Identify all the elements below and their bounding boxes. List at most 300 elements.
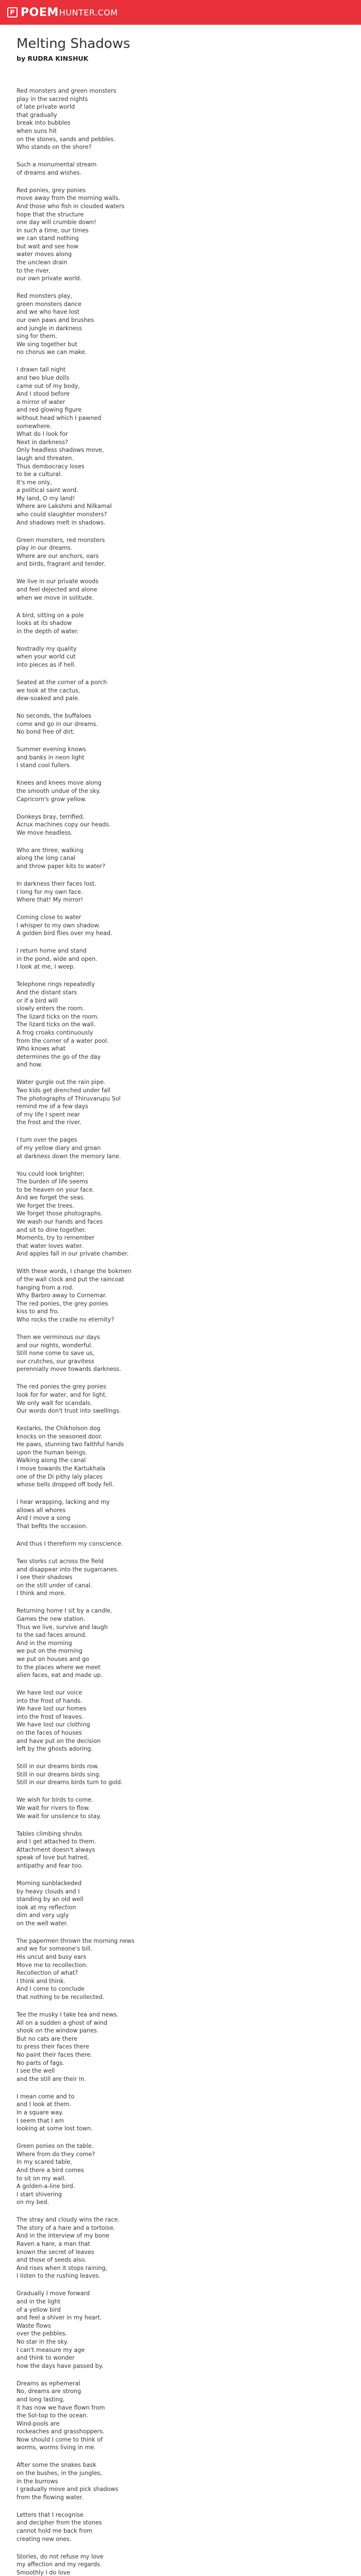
poem-line: and our nights, wonderful. xyxy=(17,1342,93,1349)
poem-line: of the wall clock and put the raincoat xyxy=(17,1276,124,1283)
poem-line: and how. xyxy=(17,1061,43,1069)
poem-line: Red monsters and green monsters xyxy=(17,88,117,94)
poem-stanza xyxy=(17,578,344,602)
poem-line: I listen to the rushing leaves. xyxy=(17,2273,101,2280)
poem-line: and we who have lost xyxy=(17,309,80,316)
poem-line: and sit to dine together. xyxy=(17,1226,86,1233)
poem-line: Where that! My mirror! xyxy=(17,896,84,904)
poem-line: we look at the cactus, xyxy=(17,687,80,694)
poem-line: who could slaughter monsters? xyxy=(17,511,107,518)
poem-line: My land, O my land! xyxy=(17,495,75,502)
poem-line: and we for someone's bill. xyxy=(17,1945,92,1953)
poem-stanza xyxy=(17,880,344,904)
poem-line: Summer evening knows xyxy=(17,746,86,753)
poem-line: Acrux machines copy our heads. xyxy=(17,821,111,828)
poem-line: move away from the morning walls. xyxy=(17,195,121,202)
poem-line: I mean come and to xyxy=(17,2093,75,2100)
poem-line: Red ponies, grey ponies xyxy=(17,187,86,194)
poem-line: cannot hold me back from xyxy=(17,2528,93,2535)
poem-byline[interactable]: by RUDRA KINSHUK xyxy=(17,55,89,62)
poem-line: Still none come to save us, xyxy=(17,1350,95,1357)
poem-stanza xyxy=(17,2461,344,2501)
poem-line: I start shivering xyxy=(17,2191,62,2198)
poem-line: remind me of a few days xyxy=(17,1103,89,1110)
poem-line: left by the ghosts adoring. xyxy=(17,1745,93,1753)
poem-line: that gradually xyxy=(17,111,57,118)
poem-line: that nothing to be recollected. xyxy=(17,1994,105,2001)
poem-line: We have lost our voice xyxy=(17,1689,83,1697)
poem-line: We wait for rivers to flow. xyxy=(17,1805,90,1811)
poem-line: sing for them. xyxy=(17,333,57,340)
poem-body xyxy=(17,87,344,2576)
poem-title: Melting Shadows xyxy=(17,36,130,52)
poem-line: it has now we have flown from xyxy=(17,2404,105,2411)
poem-logo-icon: P xyxy=(7,7,18,18)
poem-line: In my scared table, xyxy=(17,2159,72,2166)
poem-line: Only headless shadows move, xyxy=(17,447,104,454)
poem-line: No star in the sky. xyxy=(17,2338,69,2345)
poem-line: The story of a hare and a tortoise. xyxy=(17,2224,116,2231)
poem-line: along the long canal xyxy=(17,855,76,862)
poem-line: He paws, stunning two faithful hands xyxy=(17,1441,124,1448)
poem-line: but wait and see how xyxy=(17,243,79,250)
poem-stanza xyxy=(17,980,344,1069)
poem-line: And I stood before xyxy=(17,391,70,398)
poem-line: that water loves water. xyxy=(17,1242,83,1249)
poem-line: of dreams and wishes. xyxy=(17,169,81,176)
poem-line: we put on the morning xyxy=(17,1648,83,1655)
poem-line: shook on the window panes. xyxy=(17,2027,99,2035)
poem-stanza xyxy=(17,1879,344,1928)
poem-line: Tables climbing shrubs xyxy=(17,1830,83,1837)
poem-line: Donkeys bray, terrified. xyxy=(17,813,85,820)
poem-line: We move headless. xyxy=(17,829,73,836)
poem-line: and I look at them. xyxy=(17,2101,71,2108)
poem-stanza xyxy=(17,161,344,177)
poem-line: look at my reflection xyxy=(17,1904,76,1911)
poem-line: from the corner of a water pool. xyxy=(17,1037,109,1044)
poem-stanza xyxy=(17,1170,344,1259)
poem-stanza xyxy=(17,1762,344,1787)
poem-line: into the frost of leaves. xyxy=(17,1713,84,1720)
poem-line: dim and very ugly xyxy=(17,1912,69,1919)
poem-line: in the depth of water. xyxy=(17,628,79,635)
poem-stanza xyxy=(17,2093,344,2133)
poem-line: Recollection of what? xyxy=(17,1970,78,1977)
poem-line: What do I look for xyxy=(17,431,68,438)
poem-line: standing by an old well xyxy=(17,1896,84,1903)
poem-line: antipathy and fear too. xyxy=(17,1862,83,1869)
poem-stanza xyxy=(17,612,344,636)
poem-line: and long lasting, xyxy=(17,2396,65,2403)
poem-line: Next in darkness? xyxy=(17,438,68,446)
poem-line: We live in our private woods xyxy=(17,578,99,585)
poem-stanza xyxy=(17,87,344,151)
poem-line: I drawn tall night xyxy=(17,366,66,374)
poem-line: Our words don't trust into swellings. xyxy=(17,1408,121,1415)
poem-line: on the bushes, in the jungles, xyxy=(17,2470,102,2477)
poem-line: to press their faces there xyxy=(17,2043,89,2050)
poem-line: Still in our dreams birds turn to gold. xyxy=(17,1779,123,1786)
poem-line: We wish for birds to come. xyxy=(17,1797,93,1804)
poem-line: and I get attached to them. xyxy=(17,1838,96,1845)
poem-line: when your world cut xyxy=(17,653,76,660)
poem-line: I think and more. xyxy=(17,1590,66,1597)
poem-line: In darkness their faces lost. xyxy=(17,880,96,887)
poem-stanza xyxy=(17,2553,344,2576)
poem-stanza xyxy=(17,2511,344,2543)
poem-line: and feel a shiver in my heart. xyxy=(17,2314,102,2321)
poem-line: All on a sudden a ghost of wind xyxy=(17,2019,107,2026)
poem-line: Seated at the corner of a porch xyxy=(17,679,107,686)
poem-line: Games the new station. xyxy=(17,1615,86,1622)
poem-line: Red monsters play, xyxy=(17,293,72,300)
poem-line: And apples fall in our private chamber. xyxy=(17,1250,129,1258)
poem-line: Raven a hare, a man that xyxy=(17,2241,90,2248)
poem-line: to the river, xyxy=(17,267,51,274)
logo-text: POEM xyxy=(21,6,59,19)
poem-line: and those of seeds also. xyxy=(17,2257,87,2264)
poem-line: from the flowing water. xyxy=(17,2494,84,2501)
poem-line: and red glowing figure xyxy=(17,406,82,414)
poem-line: over the pebbles. xyxy=(17,2330,67,2337)
poem-line: Still in our dreams birds sing. xyxy=(17,1771,101,1778)
poem-line: Thus we live, survive and laugh xyxy=(17,1623,108,1631)
poem-stanza xyxy=(17,679,344,703)
poem-line: on the well water. xyxy=(17,1920,68,1927)
poem-line: looking at some lost town. xyxy=(17,2125,93,2132)
poem-stanza xyxy=(17,187,344,283)
poem-stanza xyxy=(17,813,344,837)
poem-line: our own paws and brushes xyxy=(17,317,94,324)
poem-line: We only wait for scandals. xyxy=(17,1399,92,1406)
poem-line: and two blue dolls xyxy=(17,374,70,381)
poem-line: Returning home I sit by a candle. xyxy=(17,1607,112,1615)
poem-line: And I move a song xyxy=(17,1515,71,1522)
poem-stanza xyxy=(17,1136,344,1160)
poem-line: one of the Di pithy laly places xyxy=(17,1473,103,1480)
poem-stanza xyxy=(17,645,344,669)
poem-line: The red ponies, the grey ponies xyxy=(17,1300,108,1307)
poem-line: Dreams as ephemeral xyxy=(17,2380,80,2387)
poem-line: we put on houses and go xyxy=(17,1655,89,1663)
poem-line: A golden bird flies over my head. xyxy=(17,930,112,937)
poem-line: laugh and threaten. xyxy=(17,454,74,462)
poem-line: In a square way. xyxy=(17,2109,63,2116)
poem-line: In such a time, our times xyxy=(17,227,89,234)
poem-line: by heavy clouds and I xyxy=(17,1888,80,1895)
poem-line: rockeaches and grasshoppers. xyxy=(17,2428,105,2435)
poem-line: With these words, I change the bokmen xyxy=(17,1268,132,1275)
poem-line: Morning sunblackeded xyxy=(17,1879,82,1887)
poem-line: We wait for unsilence to stay. xyxy=(17,1812,102,1820)
poem-line: After some the snakes bask xyxy=(17,2462,96,2469)
poem-line: to the sad faces around. xyxy=(17,1632,87,1639)
poem-line: water moves along xyxy=(17,251,72,258)
poem-line: without head which I pawned xyxy=(17,414,102,421)
poem-line: determines the go of the day xyxy=(17,1053,101,1060)
poem-line: of a yellow bird xyxy=(17,2306,61,2313)
poem-line: on the still under of canal. xyxy=(17,1582,92,1589)
poem-line: And there a bird comes xyxy=(17,2166,84,2174)
poem-stanza xyxy=(17,1557,344,1598)
poem-line: into pieces as if hell. xyxy=(17,661,76,668)
poem-line: And the distant stars xyxy=(17,989,77,996)
poem-line: perennially move towards darkness. xyxy=(17,1366,121,1373)
poem-line: come and go in our dreams. xyxy=(17,720,98,727)
site-logo[interactable] xyxy=(7,6,118,19)
poem-line: and in the light xyxy=(17,2298,61,2305)
poem-line: Who rocks the cradle no eternity? xyxy=(17,1316,114,1323)
poem-line: And in the interview of my bone xyxy=(17,2232,109,2240)
poem-line: Letters that I recognise xyxy=(17,2511,84,2518)
poem-line: The lizard ticks on the wall. xyxy=(17,1021,96,1028)
poem-line: Two storks cut across the field xyxy=(17,1558,104,1565)
poem-line: No bond free of dirt. xyxy=(17,728,75,736)
poem-line: speak of love but hatred, xyxy=(17,1854,89,1861)
poem-line: a political saint word. xyxy=(17,487,78,494)
poem-line: A bird, sitting on a pole xyxy=(17,612,84,619)
poem-line: Stories, do not refuse my love xyxy=(17,2553,104,2560)
poem-line: and feel dejected and alone xyxy=(17,586,97,593)
poem-line: Kestarks, the Chikholson dog xyxy=(17,1425,101,1432)
poem-stanza xyxy=(17,846,344,871)
poem-line: But no cats are there xyxy=(17,2035,78,2042)
poem-stanza xyxy=(17,1937,344,2002)
poem-line: The burden of life seems xyxy=(17,1178,88,1185)
poem-line: I move towards the Kartukhala xyxy=(17,1465,106,1472)
poem-stanza xyxy=(17,1607,344,1679)
poem-line: No parts of fags. xyxy=(17,2059,64,2066)
poem-line: No seconds, the buffaloes xyxy=(17,713,91,720)
poem-line: look for for water, and for light. xyxy=(17,1391,107,1398)
poem-line: Who are three, walking xyxy=(17,846,84,854)
poem-line: Gradually I move forward xyxy=(17,2290,90,2297)
poem-line: on the faces of houses xyxy=(17,1730,82,1737)
poem-line: And we forget the seas. xyxy=(17,1194,85,1201)
poem-stanza xyxy=(17,1267,344,1324)
poem-line: I long for my own face. xyxy=(17,888,83,895)
poem-line: Who stands on the shore? xyxy=(17,144,92,151)
poem-line: And in the morning xyxy=(17,1639,72,1647)
poem-stanza xyxy=(17,1830,344,1870)
poem-line: whose bells dropped off body fell. xyxy=(17,1481,114,1488)
logo-subtext: HUNTER.COM xyxy=(59,7,118,18)
poem-line: a mirror of water xyxy=(17,398,65,405)
poem-line: A golden-a-line bird. xyxy=(17,2183,75,2190)
poem-line: A frog croaks continuously xyxy=(17,1029,93,1037)
poem-stanza xyxy=(17,2011,344,2083)
poem-line: We have lost our clothing xyxy=(17,1721,90,1728)
site-header xyxy=(0,0,361,25)
poem-line: That befits the occasion. xyxy=(17,1523,88,1530)
poem-content xyxy=(0,25,361,2576)
poem-line: and the still are their in. xyxy=(17,2075,86,2082)
poem-line: Knees and knees move along xyxy=(17,779,102,787)
poem-stanza xyxy=(17,1498,344,1530)
poem-line: His uncut and busy ears xyxy=(17,1954,87,1961)
poem-line: Walking along the canal xyxy=(17,1457,86,1464)
poem-line: how the days have passed by. xyxy=(17,2362,104,2369)
poem-line: Where are our anchors, oars xyxy=(17,552,99,560)
poem-line: the Sol-top to the ocean. xyxy=(17,2412,88,2419)
poem-line: and think to wonder xyxy=(17,2354,75,2362)
poem-line: the frost and the river. xyxy=(17,1119,81,1126)
poem-line: I see the well xyxy=(17,2067,55,2075)
poem-line: when suns hit xyxy=(17,127,57,134)
poem-line: hanging from a rod. xyxy=(17,1284,74,1291)
poem-stanza xyxy=(17,1540,344,1548)
poem-line: Capricorn's grow yellow. xyxy=(17,795,87,803)
poem-line: somewhere. xyxy=(17,422,52,430)
poem-line: our own private world. xyxy=(17,275,82,282)
poem-stanza xyxy=(17,1425,344,1489)
poem-line: Where from do they come? xyxy=(17,2150,95,2158)
poem-line: Green ponies on the table. xyxy=(17,2143,94,2150)
poem-line: And I come to conclude xyxy=(17,1986,85,1993)
poem-line: We forget the trees. xyxy=(17,1202,74,1209)
poem-line: Smoothly I do love xyxy=(17,2569,71,2576)
poem-line: to be heaven on your face. xyxy=(17,1186,94,1193)
poem-stanza xyxy=(17,1689,344,1753)
poem-line: Nostradly my quality xyxy=(17,645,77,652)
poem-stanza xyxy=(17,366,344,527)
poem-line: I hear wrapping, lacking and my xyxy=(17,1499,110,1506)
poem-stanza xyxy=(17,1333,344,1374)
poem-stanza xyxy=(17,913,344,938)
poem-line: Now should I come to think of xyxy=(17,2436,103,2443)
poem-stanza xyxy=(17,2142,344,2207)
poem-line: And those who fish in clouded waters xyxy=(17,202,125,210)
poem-stanza xyxy=(17,779,344,803)
poem-line: allows all whores xyxy=(17,1506,66,1514)
poem-line: into the frost of hands. xyxy=(17,1697,83,1704)
poem-line: The red ponies the grey ponies xyxy=(17,1383,106,1391)
poem-line: on my bed. xyxy=(17,2199,50,2206)
poem-line: looks at its shadow xyxy=(17,620,72,627)
poem-line: I see their shadows xyxy=(17,1574,73,1581)
poem-stanza xyxy=(17,712,344,736)
poem-line: And shadows melt in shadows. xyxy=(17,519,106,526)
poem-line: creating new ones. xyxy=(17,2535,72,2543)
poem-line: I stand cool fullers. xyxy=(17,762,72,769)
poem-line: I turn over the pages xyxy=(17,1137,77,1144)
poem-line: came out of my body, xyxy=(17,382,80,389)
poem-line: I seem that I am xyxy=(17,2117,64,2124)
poem-line: The papermen thrown the morning news xyxy=(17,1937,135,1944)
poem-line: we can stand nothing xyxy=(17,235,79,242)
poem-line: to be a cultural. xyxy=(17,471,62,478)
poem-line: The stray and cloudy wins the race. xyxy=(17,2216,120,2224)
poem-line: I look at me, I weep. xyxy=(17,963,75,971)
poem-line: or if a bird will xyxy=(17,997,58,1004)
poem-line: alien faces, eat and made up. xyxy=(17,1672,103,1679)
poem-line: Telephone rings repeatedly xyxy=(17,981,95,988)
poem-stanza xyxy=(17,745,344,770)
poem-line: green monsters dance xyxy=(17,300,81,308)
poem-line: Why Barbro away to Cornemar. xyxy=(17,1292,107,1299)
poem-line: and birds, fragrant and tender. xyxy=(17,561,106,568)
poem-line: one day will crumble down! xyxy=(17,219,96,226)
poem-line: of my yellow diary and groan xyxy=(17,1144,101,1151)
poem-stanza xyxy=(17,2216,344,2280)
poem-line: And thus I thereform my conscience. xyxy=(17,1540,123,1548)
poem-line: hope that the structure xyxy=(17,211,84,218)
poem-line: We sing together but xyxy=(17,341,77,348)
poem-line: It's me only, xyxy=(17,479,52,486)
poem-line: in the pond, wide and open. xyxy=(17,955,97,962)
poem-stanza xyxy=(17,1796,344,1820)
poem-line: kiss to and fro. xyxy=(17,1308,59,1315)
poem-line: to the places where we meet xyxy=(17,1664,101,1671)
poem-stanza xyxy=(17,2380,344,2452)
poem-line: I think and think. xyxy=(17,1977,65,1985)
poem-line: our crutches, our gravitess xyxy=(17,1358,94,1365)
poem-line: Green monsters, red monsters xyxy=(17,536,105,544)
poem-line: You could look brighter; xyxy=(17,1170,85,1177)
poem-line: slowly enters the room. xyxy=(17,1005,85,1012)
poem-stanza xyxy=(17,2290,344,2370)
poem-line: at darkness down the memory lane. xyxy=(17,1153,121,1160)
poem-line: of my life I spent near xyxy=(17,1111,80,1118)
poem-line: Then we verminous our days xyxy=(17,1333,100,1341)
poem-line: Who knows what xyxy=(17,1045,65,1053)
poem-line: Two kids get drenched under fall xyxy=(17,1087,111,1094)
poem-line: and decipher from the stones xyxy=(17,2519,102,2527)
poem-line: Where are Lakshmi and Nilkamal xyxy=(17,503,112,510)
poem-line: I return home and stand xyxy=(17,947,87,955)
poem-line: I can't measure my age xyxy=(17,2346,85,2353)
poem-line: I whisper to my own shadow. xyxy=(17,922,101,929)
poem-line: and disappear into the sugarcanes. xyxy=(17,1566,119,1573)
poem-line: play in our dreams. xyxy=(17,545,73,552)
poem-line: known the secret of leaves xyxy=(17,2248,94,2256)
poem-line: play in the sacred nights xyxy=(17,95,88,103)
poem-line: Coming close to water xyxy=(17,914,81,921)
poem-line: We have lost our homes xyxy=(17,1705,87,1713)
poem-line: Water gurgle out the rain pipe. xyxy=(17,1079,106,1086)
poem-line: Moments, try to remember xyxy=(17,1234,95,1242)
poem-line: And rises when it stops raining, xyxy=(17,2264,108,2272)
poem-line: Thus dembocracy loses xyxy=(17,463,85,470)
poem-line: the unclean drain xyxy=(17,259,68,266)
poem-line: and jungle in darkness xyxy=(17,325,82,332)
poem-stanza xyxy=(17,1383,344,1415)
poem-line: no chorus we can make. xyxy=(17,349,87,356)
poem-line: The photographs of Thiruvarupu Sol xyxy=(17,1095,121,1102)
poem-line: of late private world xyxy=(17,104,75,111)
poem-line: and throw paper kits to water? xyxy=(17,862,106,870)
poem-line: upon the human beings. xyxy=(17,1449,87,1456)
poem-line: and have put on the decision xyxy=(17,1737,101,1744)
poem-stanza xyxy=(17,536,344,568)
poem-line: knocks on the seasoned door. xyxy=(17,1433,103,1440)
poem-stanza xyxy=(17,947,344,971)
poem-stanza xyxy=(17,1078,344,1127)
poem-line: dew-soaked and pale. xyxy=(17,695,80,702)
poem-line: The lizard ticks on the room. xyxy=(17,1013,99,1020)
poem-line: We forget those photographs. xyxy=(17,1210,103,1217)
poem-line: my affection and my regards. xyxy=(17,2561,102,2568)
poem-line: Waste flows xyxy=(17,2322,51,2329)
poem-line: Still in our dreams birds row. xyxy=(17,1763,99,1770)
poem-line: Such a monumental stream xyxy=(17,161,97,168)
poem-line: No, dreams are strong xyxy=(17,2388,81,2395)
poem-line: and banks in neon light xyxy=(17,754,85,761)
poem-line: break into bubbles xyxy=(17,120,71,127)
poem-line: worms, worms living in me. xyxy=(17,2444,96,2451)
poem-line: Wind-pools are xyxy=(17,2420,60,2427)
